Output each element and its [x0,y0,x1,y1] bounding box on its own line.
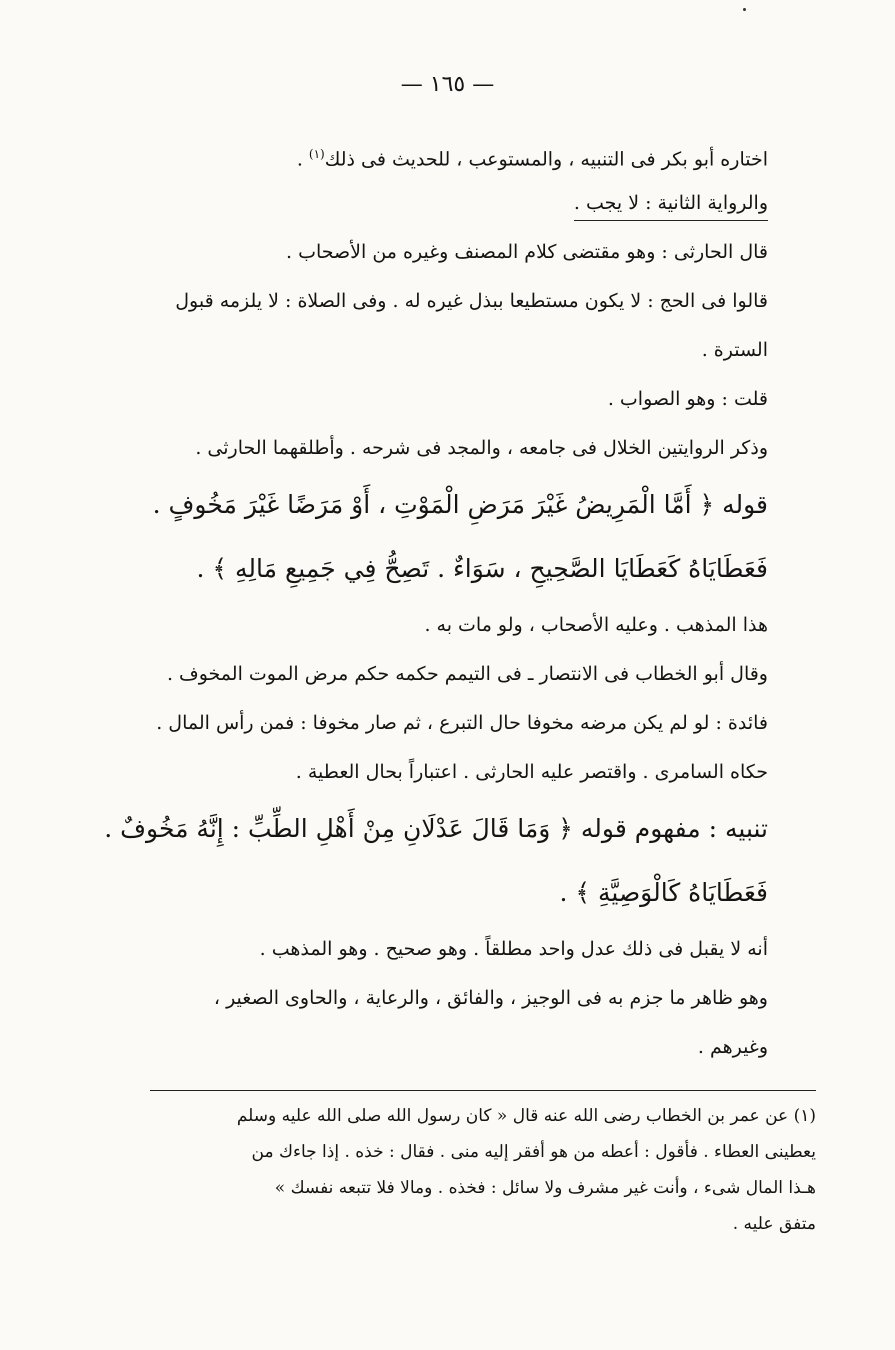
quoted-text-line: قوله ﴿ أَمَّا الْمَرِيضُ غَيْرَ مَرَضِ الْمَوْتِ ، أَوْ مَرَضًا غَيْرَ مَخُوفٍ . [152,490,768,519]
text-line: وهو ظاهر ما جزم به فى الوجيز ، والفائق ، والرعاية ، والحاوى الصغير ، [213,987,768,1009]
text-line: اختاره أبو بكر فى التنبيه ، والمستوعب ، للحديث فى ذلك$^{(١)}$ . [296,147,768,171]
text-line: فائدة : لو لم يكن مرضه مخوفا حال التبرع ، ثم صار مخوفا : فمن رأس المال . [156,712,768,734]
ink-dot [743,8,746,11]
text-line: وذكر الروايتين الخلال فى جامعه ، والمجد فى شرحه . وأطلقهما الحارثى . [195,437,768,459]
footnote-line: متفق عليه . [732,1214,816,1234]
page-number: — ١٦٥ — [400,72,495,97]
footnote-separator [150,1090,816,1091]
text-line: حكاه السامرى . واقتصر عليه الحارثى . اعتباراً بحال العطية . [295,761,768,783]
text-line: قالوا فى الحج : لا يكون مستطيعا ببذل غيره له . وفى الصلاة : لا يلزمه قبول [175,290,768,312]
text-line-content: اختاره أبو بكر فى التنبيه ، والمستوعب ، للحديث فى ذلك [324,148,768,171]
section-heading [150,179,768,228]
text-line: وغيرهم . [697,1036,768,1058]
text-line: السترة . [701,339,768,361]
quoted-text-line: تنبيه : مفهوم قوله ﴿ وَمَا قَالَ عَدْلَانِ مِنْ أَهْلِ الطِّبِّ : إِنَّهُ مَخُوفٌ . [104,814,768,843]
footnote-ref: (١) [308,147,325,161]
footnote-line: هـذا المال شىء ، وأنت غير مشرف ولا سائل : فخذه . ومالا فلا تتبعه نفسك » [274,1178,816,1198]
text-line: قال الحارثى : وهو مقتضى كلام المصنف وغيره من الأصحاب . [286,241,768,263]
text-line: أنه لا يقبل فى ذلك عدل واحد مطلقاً . وهو صحيح . وهو المذهب . [259,938,768,960]
text-line: هذا المذهب . وعليه الأصحاب ، ولو مات به . [424,614,768,636]
quoted-text-line: فَعَطَايَاهُ كَعَطَايَا الصَّحِيحِ ، سَوَاءٌ . تَصِحُّ فِي جَمِيعِ مَالِهِ ﴾ . [196,554,768,583]
footnotes [150,1098,816,1242]
section-heading-text: والرواية الثانية : لا يجب . [574,186,768,221]
quoted-text-line: فَعَطَايَاهُ كَالْوَصِيَّةِ ﴾ . [559,878,768,907]
footnote-line: يعطينى العطاء . فأقول : أعطه من هو أفقر إليه منى . فقال : خذه . إذا جاءك من [251,1142,816,1162]
text-line: قلت : وهو الصواب . [607,388,768,410]
footnote-line: (١) عن عمر بن الخطاب رضى الله عنه قال « كان رسول الله صلى الله عليه وسلم [236,1106,816,1126]
main-text [104,130,768,1072]
text-line: وقال أبو الخطاب فى الانتصار ـ فى التيمم حكمه حكم مرض الموت المخوف . [166,663,768,685]
